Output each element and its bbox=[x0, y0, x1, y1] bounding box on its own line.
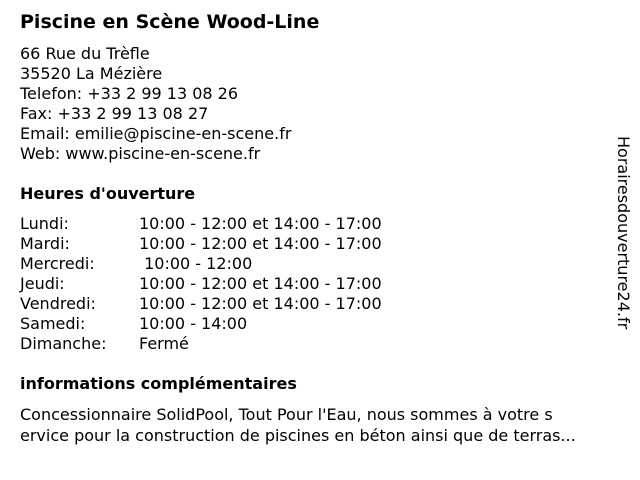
business-name: Piscine en Scène Wood-Line bbox=[20, 11, 320, 33]
time-value: 10:00 - 14:00 bbox=[139, 314, 248, 333]
info-line: Concessionnaire SolidPool, Tout Pour l'Eau, nous sommes à votre s bbox=[20, 405, 553, 424]
day-label: Vendredi: bbox=[20, 294, 96, 313]
opening-hours-heading: Heures d'ouverture bbox=[20, 184, 196, 203]
time-value: 10:00 - 12:00 et 14:00 - 17:00 bbox=[139, 214, 382, 233]
address-street: 66 Rue du Trèfle bbox=[20, 44, 150, 63]
website-url[interactable]: Web: www.piscine-en-scene.fr bbox=[20, 144, 261, 163]
day-label: Mardi: bbox=[20, 234, 70, 253]
additional-info-heading: informations complémentaires bbox=[20, 374, 297, 393]
time-value: 10:00 - 12:00 et 14:00 - 17:00 bbox=[139, 234, 382, 253]
time-value: 10:00 - 12:00 bbox=[139, 254, 253, 273]
time-value: 10:00 - 12:00 et 14:00 - 17:00 bbox=[139, 274, 382, 293]
contact-block bbox=[20, 44, 291, 164]
day-label: Jeudi: bbox=[20, 274, 65, 293]
day-label: Dimanche: bbox=[20, 334, 107, 353]
time-value: 10:00 - 12:00 et 14:00 - 17:00 bbox=[139, 294, 382, 313]
address-city: 35520 La Mézière bbox=[20, 64, 163, 83]
phone-number[interactable]: Telefon: +33 2 99 13 08 26 bbox=[20, 84, 239, 103]
time-value: Fermé bbox=[139, 334, 189, 353]
fax-number: Fax: +33 2 99 13 08 27 bbox=[20, 104, 209, 123]
site-watermark: Horairesdouverture24.fr bbox=[614, 136, 633, 330]
info-line: ervice pour la construction de piscines en béton ainsi que de terras... bbox=[20, 426, 576, 445]
day-label: Samedi: bbox=[20, 314, 86, 333]
day-label: Mercredi: bbox=[20, 254, 95, 273]
email-address[interactable]: Email: emilie@piscine-en-scene.fr bbox=[20, 124, 292, 143]
day-label: Lundi: bbox=[20, 214, 69, 233]
additional-info-text bbox=[20, 404, 576, 446]
